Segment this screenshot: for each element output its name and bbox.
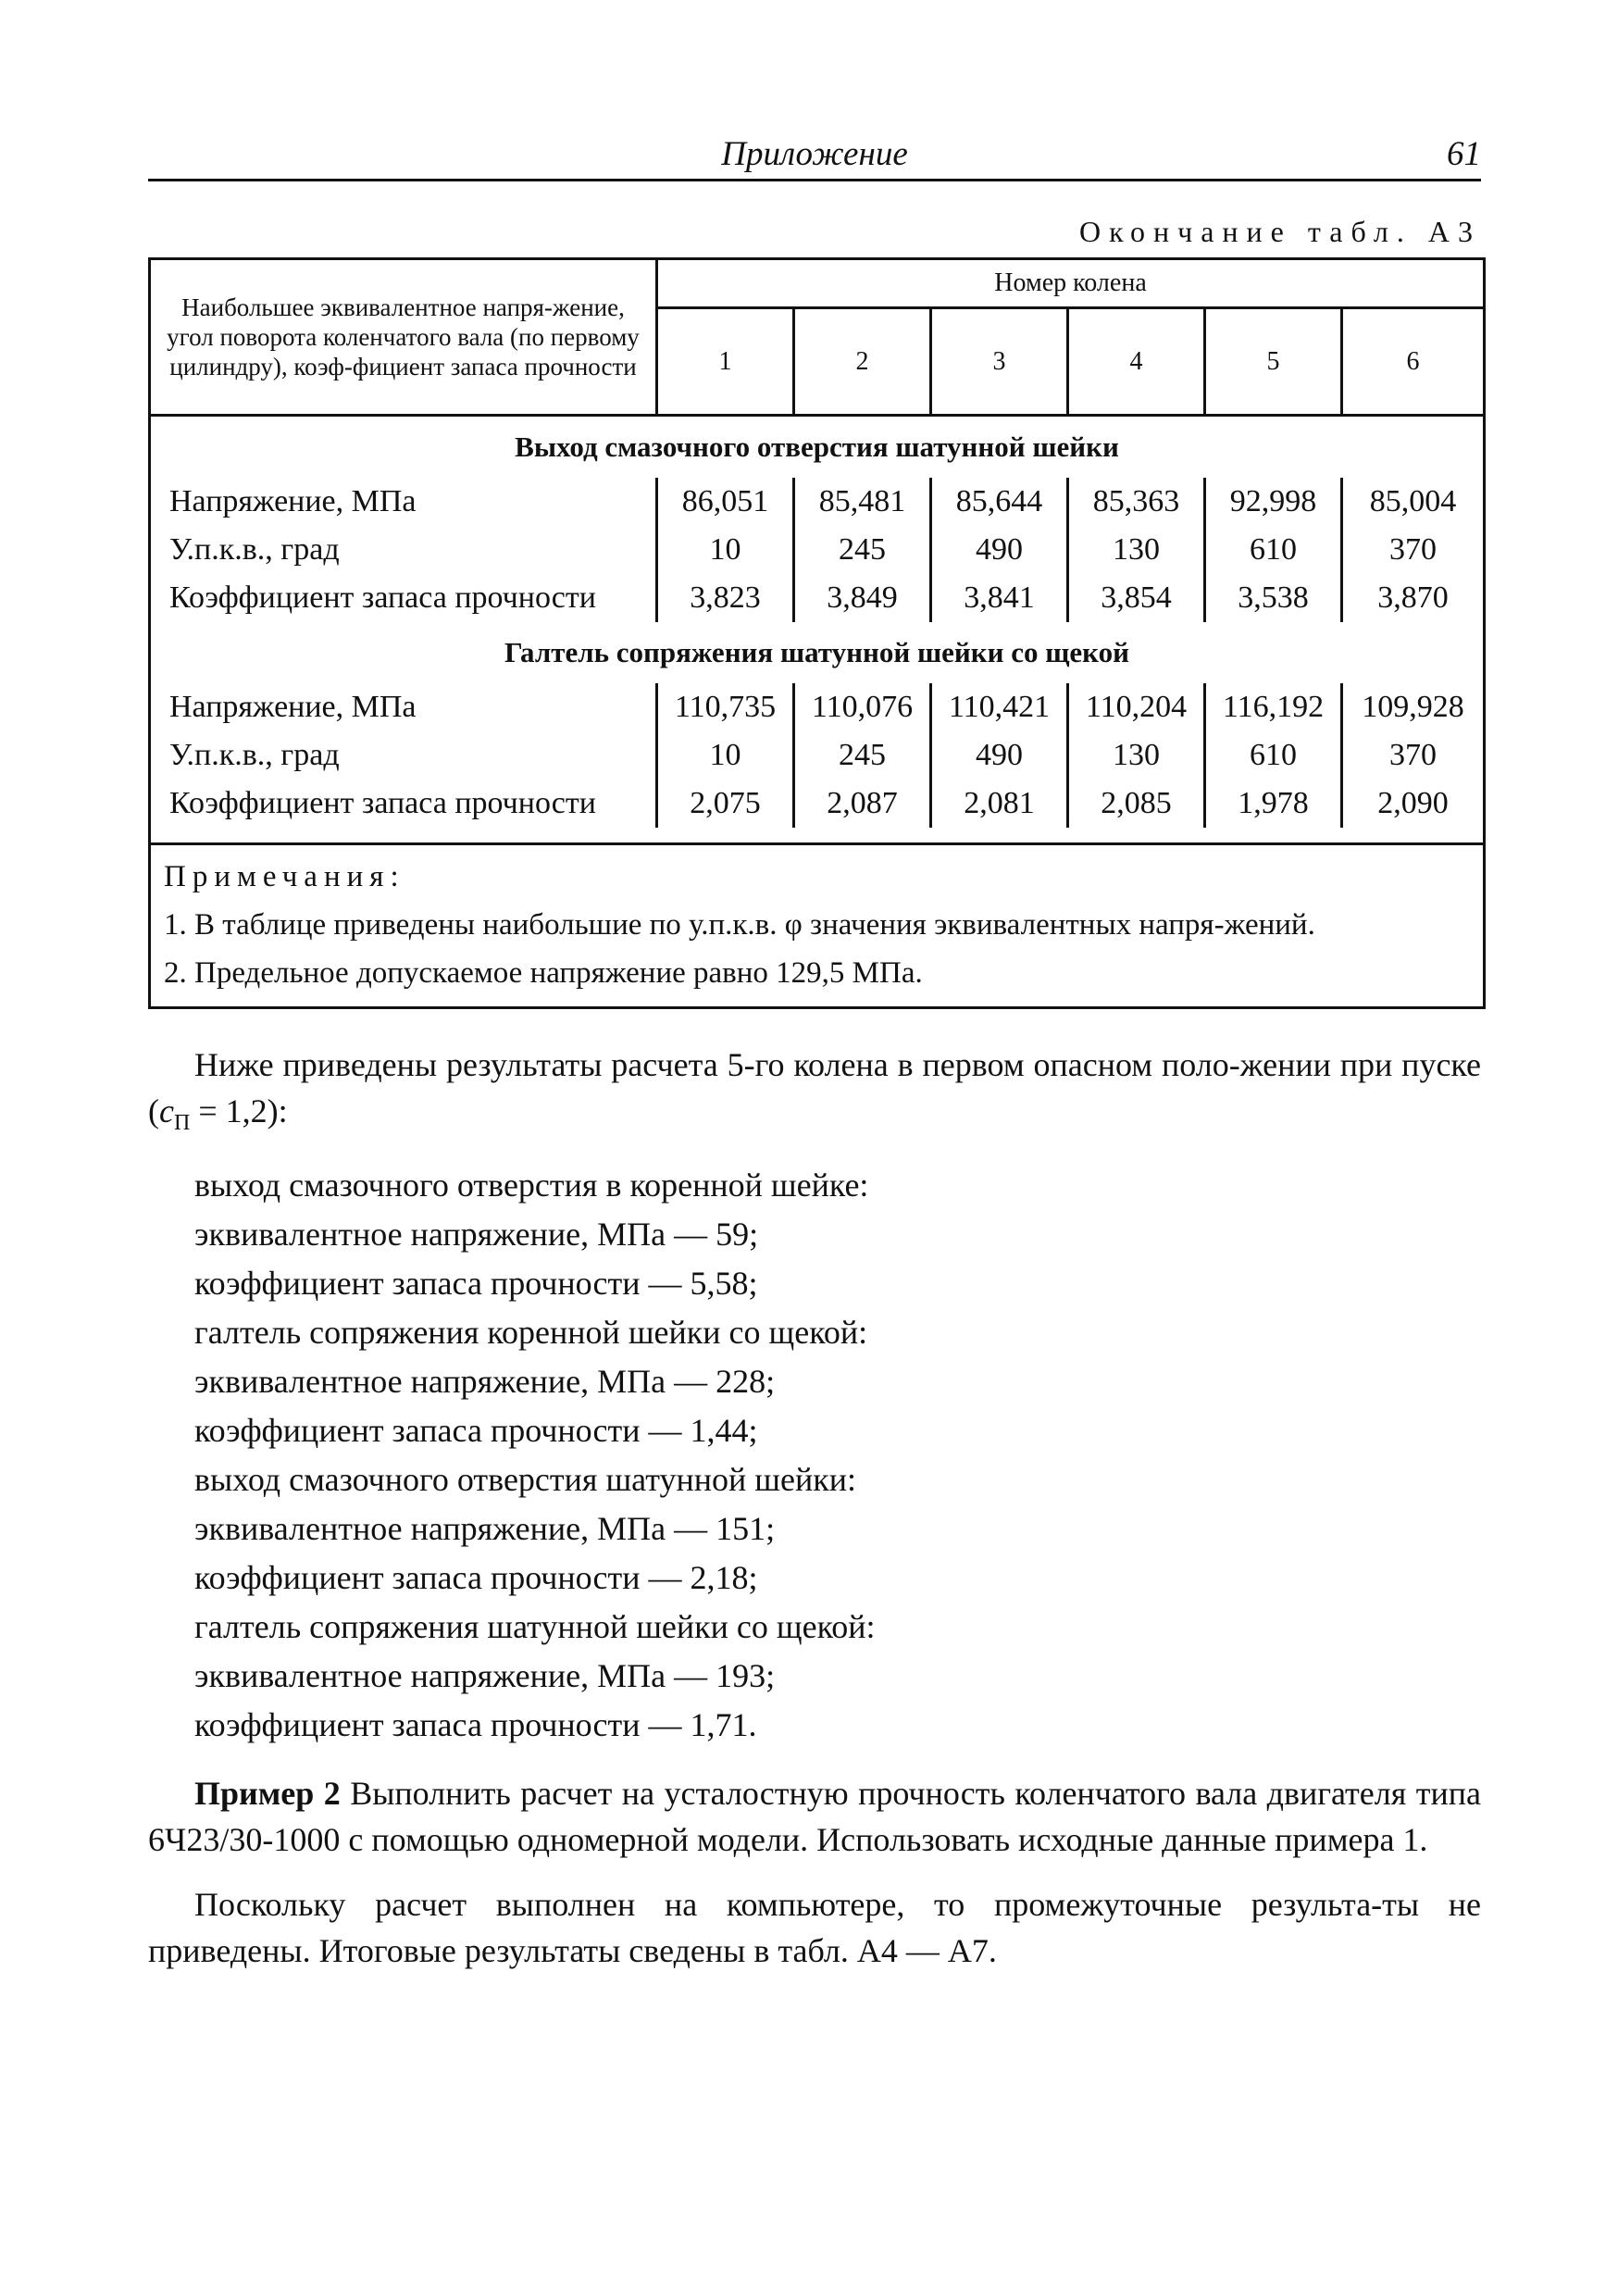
results-table <box>148 257 1486 1009</box>
symbol-c: c <box>159 1092 174 1129</box>
table-cell: 3,854 <box>1068 574 1205 622</box>
list-item: выход смазочного отверстия шатунной шейки: <box>194 1461 857 1498</box>
closing-paragraph: Поскольку расчет выполнен на компьютере, то промежуточные результа-ты не приведены. Итоговые результаты сведены в табл. А4 — А7. <box>148 1886 1481 1969</box>
table-cell: 245 <box>794 526 931 574</box>
list-item: галтель сопряжения шатунной шейки со щекой: <box>194 1608 876 1645</box>
list-item: коэффициент запаса прочности — 1,44; <box>194 1412 758 1449</box>
table-cell: 85,363 <box>1068 478 1205 526</box>
table-cell: 3,870 <box>1342 574 1485 622</box>
column-header: 3 <box>931 308 1068 416</box>
param-header: Наибольшее эквивалентное напря-жение, угол поворота коленчатого вала (по первому цилиндру), коэф-фициент запаса прочности <box>150 259 657 416</box>
list-item: эквивалентное напряжение, МПа — 193; <box>194 1657 776 1694</box>
table-cell: 85,481 <box>794 478 931 526</box>
table-cell: 85,644 <box>931 478 1068 526</box>
table-cell: 110,204 <box>1068 683 1205 731</box>
section-title: Галтель сопряжения шатунной шейки со щекой <box>504 636 1129 668</box>
table-cell: 85,004 <box>1342 478 1485 526</box>
table-row <box>150 780 1485 828</box>
table-cell: 2,085 <box>1068 780 1205 828</box>
table-cell: 110,735 <box>657 683 794 731</box>
results-table-wrap <box>148 257 1483 1009</box>
row-label: У.п.к.в., град <box>169 738 340 772</box>
running-head-title: Приложение <box>721 135 908 173</box>
list-item: эквивалентное напряжение, МПа — 59; <box>194 1216 759 1253</box>
table-cell: 370 <box>1342 731 1485 780</box>
list-item: эквивалентное напряжение, МПа — 228; <box>194 1363 776 1400</box>
table-cell: 130 <box>1068 526 1205 574</box>
table-cell: 245 <box>794 731 931 780</box>
example-paragraph <box>148 1770 1481 1863</box>
table-cell: 92,998 <box>1205 478 1342 526</box>
body-text <box>148 1042 1481 1974</box>
row-label: Напряжение, МПа <box>169 690 417 724</box>
table-row <box>150 574 1485 622</box>
table-cell: 110,421 <box>931 683 1068 731</box>
table-cell: 109,928 <box>1342 683 1485 731</box>
list-item: коэффициент запаса прочности — 1,71. <box>194 1706 757 1743</box>
table-cell: 2,090 <box>1342 780 1485 828</box>
section-title: Выход смазочного отверстия шатунной шейки <box>515 430 1119 463</box>
table-cell: 10 <box>657 731 794 780</box>
table-row <box>150 683 1485 731</box>
table-row <box>150 731 1485 780</box>
row-label: Коэффициент запаса прочности <box>169 580 596 615</box>
table-cell: 490 <box>931 526 1068 574</box>
table-cell: 3,823 <box>657 574 794 622</box>
group-header: Номер колена <box>657 259 1485 308</box>
table-cell: 116,192 <box>1205 683 1342 731</box>
spacer <box>150 828 1485 844</box>
row-label: Напряжение, МПа <box>169 484 417 518</box>
table-cell: 3,841 <box>931 574 1068 622</box>
table-cell: 110,076 <box>794 683 931 731</box>
row-label: У.п.к.в., град <box>169 532 340 567</box>
table-cell: 2,087 <box>794 780 931 828</box>
list-item: галтель сопряжения коренной шейки со щекой: <box>194 1314 868 1351</box>
row-label: Коэффициент запаса прочности <box>169 786 596 820</box>
running-head <box>148 132 1481 181</box>
table-caption: Окончание табл. А3 <box>1078 215 1481 248</box>
column-header: 2 <box>794 308 931 416</box>
table-cell: 490 <box>931 731 1068 780</box>
table-row <box>150 526 1485 574</box>
table-cell: 610 <box>1205 731 1342 780</box>
symbol-subscript: П <box>173 1111 191 1135</box>
note-item: 2. Предельное допускаемое напряжение равно 129,5 МПа. <box>164 956 923 990</box>
page-number: 61 <box>1447 135 1481 173</box>
intro-text-end: = 1,2): <box>190 1092 288 1129</box>
column-header: 1 <box>657 308 794 416</box>
list-item: коэффициент запаса прочности — 5,58; <box>194 1265 758 1302</box>
table-cell: 130 <box>1068 731 1205 780</box>
table-cell: 10 <box>657 526 794 574</box>
table-cell: 3,538 <box>1205 574 1342 622</box>
note-item: 1. В таблице приведены наибольшие по у.п.к.в. φ значения эквивалентных напря-жений. <box>164 908 1315 942</box>
intro-text: Ниже приведены результаты расчета 5-го колена в первом опасном поло-жении при пуске ( <box>148 1046 1481 1129</box>
table-notes <box>150 844 1485 1008</box>
column-header: 5 <box>1205 308 1342 416</box>
results-list <box>194 1161 1481 1750</box>
table-cell: 2,075 <box>657 780 794 828</box>
example-text: Выполнить расчет на усталостную прочность коленчатого вала двигателя типа 6Ч23/30-1000 с помощью одномерной модели. Использовать исходные данные примера 1. <box>148 1775 1481 1858</box>
list-item: выход смазочного отверстия в коренной шейке: <box>194 1167 869 1204</box>
column-header: 4 <box>1068 308 1205 416</box>
table-cell: 1,978 <box>1205 780 1342 828</box>
column-header: 6 <box>1342 308 1485 416</box>
table-cell: 370 <box>1342 526 1485 574</box>
intro-paragraph <box>148 1042 1481 1146</box>
table-row <box>150 478 1485 526</box>
table-cell: 2,081 <box>931 780 1068 828</box>
table-cell: 3,849 <box>794 574 931 622</box>
notes-title: Примечания: <box>164 860 405 893</box>
list-item: эквивалентное напряжение, МПа — 151; <box>194 1510 776 1547</box>
example-label: Пример 2 <box>194 1775 341 1812</box>
table-cell: 86,051 <box>657 478 794 526</box>
list-item: коэффициент запаса прочности — 2,18; <box>194 1559 758 1596</box>
table-cell: 610 <box>1205 526 1342 574</box>
